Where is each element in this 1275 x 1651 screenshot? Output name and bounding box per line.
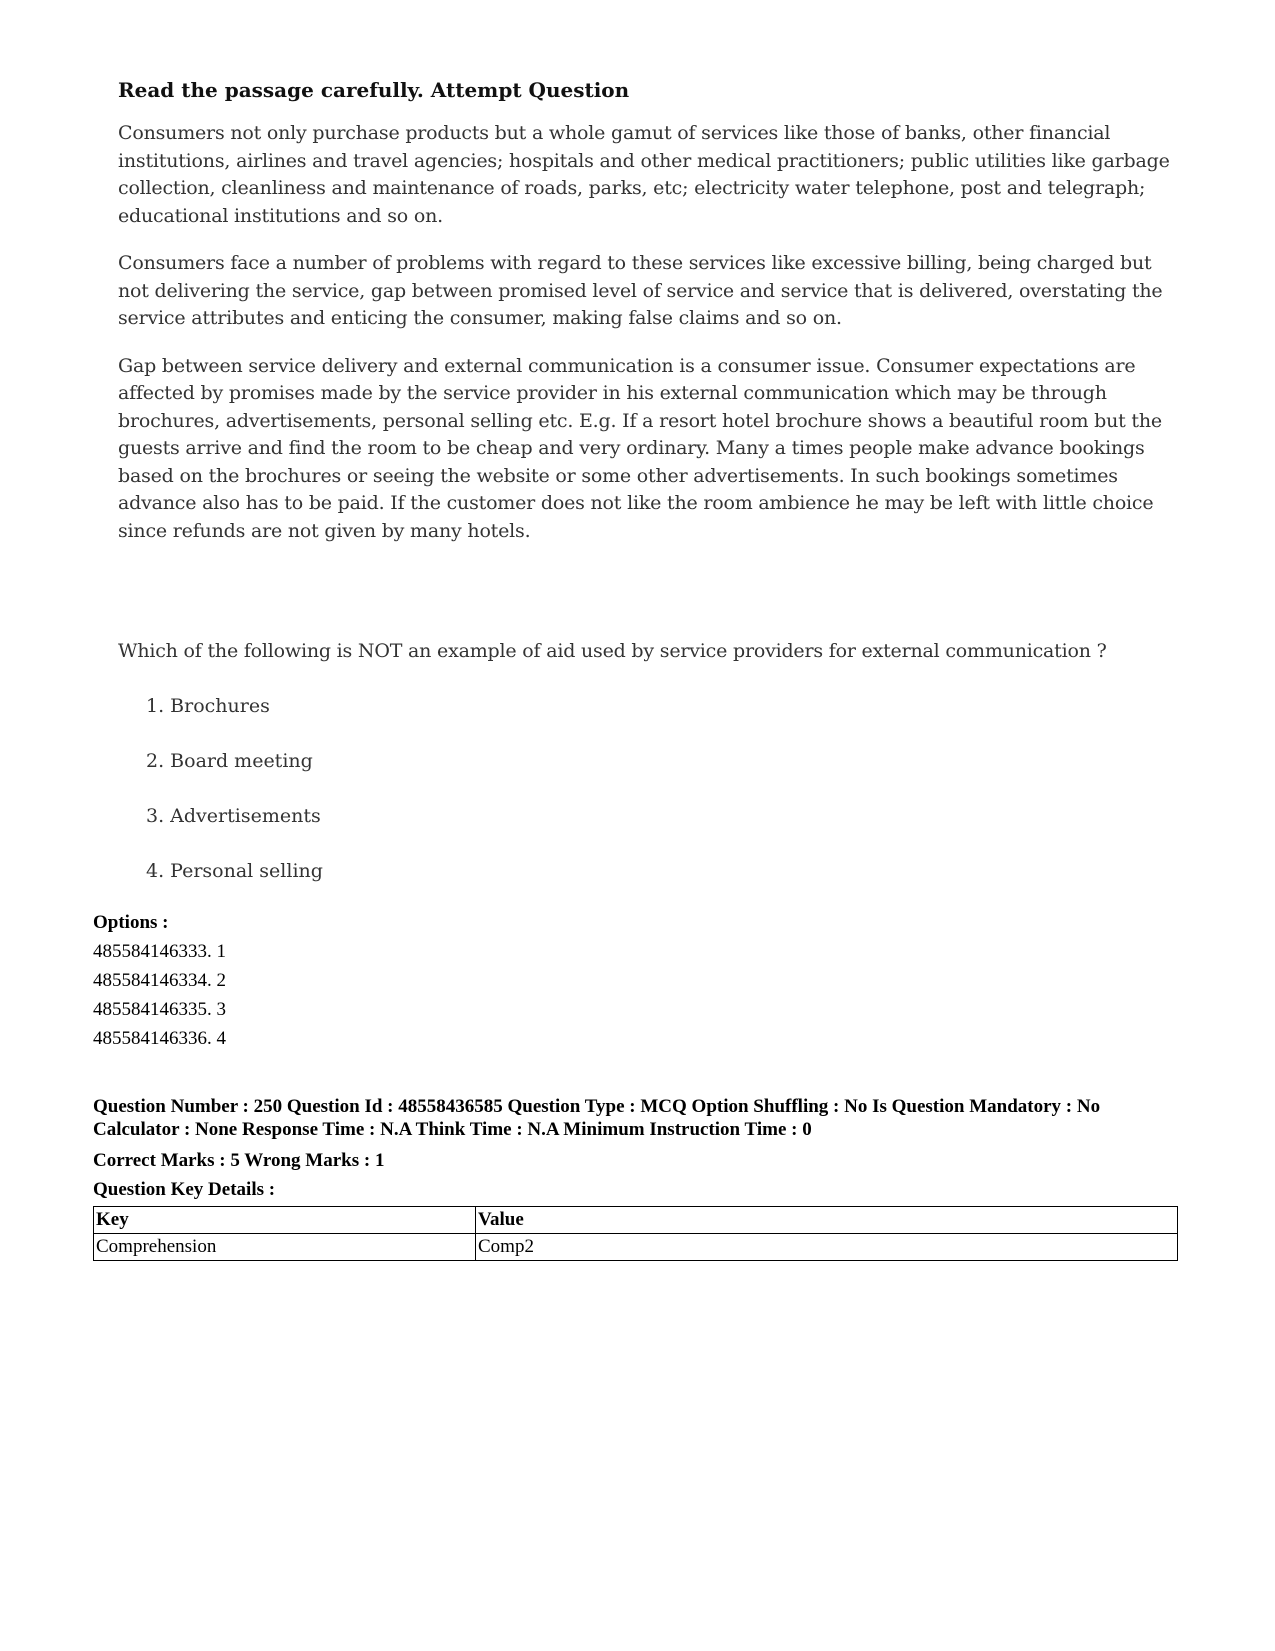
table-header-value: Value [476,1207,1178,1234]
passage-image [118,78,1178,565]
question-metadata: Question Number : 250 Question Id : 48558436585 Question Type : MCQ Option Shuffling : No Is Question Mandatory : No Calculator : None Response Time : N.A Think Time : N.A Minimum Instruction Time : 0 [93,1096,1101,1140]
question-text: Which of the following is NOT an example of aid used by service providers for external communication ? [118,640,1107,662]
passage-heading: Read the passage carefully. Attempt Question [118,78,630,102]
choice-item: 1. Brochures [146,695,270,717]
table-row [94,1234,1178,1261]
question-choices [146,695,323,915]
key-details-label: Question Key Details : [93,1179,276,1200]
key-details-table [93,1206,1178,1261]
choice-item: 4. Personal selling [146,860,323,882]
table-cell-key: Comprehension [94,1234,476,1261]
option-item: 485584146334. 2 [93,970,226,991]
options-label: Options : [93,912,169,933]
options-list [93,908,226,1053]
option-item: 485584146335. 3 [93,999,226,1020]
option-item: 485584146333. 1 [93,941,226,962]
table-header-key: Key [94,1207,476,1234]
marks-line: Correct Marks : 5 Wrong Marks : 1 [93,1150,385,1171]
table-header-row [94,1207,1178,1234]
passage-paragraph-1: Consumers not only purchase products but a whole gamut of services like those of banks, other financial institutions, airlines and travel agencies; hospitals and other medical practitioners; public utilities like garbage collection, cleanliness and maintenance of roads, parks, etc; electricity water telephone, post and telegraph; educational institutions and so on. [118,122,1170,227]
choice-item: 2. Board meeting [146,750,313,772]
passage-paragraph-2: Consumers face a number of problems with regard to these services like excessive billing, being charged but not delivering the service, gap between promised level of service and service that is delivered, overstating the service attributes and enticing the consumer, making false claims and so on. [118,252,1163,329]
table-cell-value: Comp2 [476,1234,1178,1261]
choice-item: 3. Advertisements [146,805,321,827]
passage-paragraph-3: Gap between service delivery and external communication is a consumer issue. Consumer expectations are affected by promises made by the service provider in his external communication which may be through brochures, advertisements, personal selling etc. E.g. If a resort hotel brochure shows a beautiful room but the guests arrive and find the room to be cheap and very ordinary. Many a times people make advance bookings based on the brochures or seeing the website or some other advertisements. In such bookings sometimes advance also has to be paid. If the customer does not like the room ambience he may be left with little choice since refunds are not given by many hotels. [118,354,1162,542]
option-item: 485584146336. 4 [93,1028,226,1049]
